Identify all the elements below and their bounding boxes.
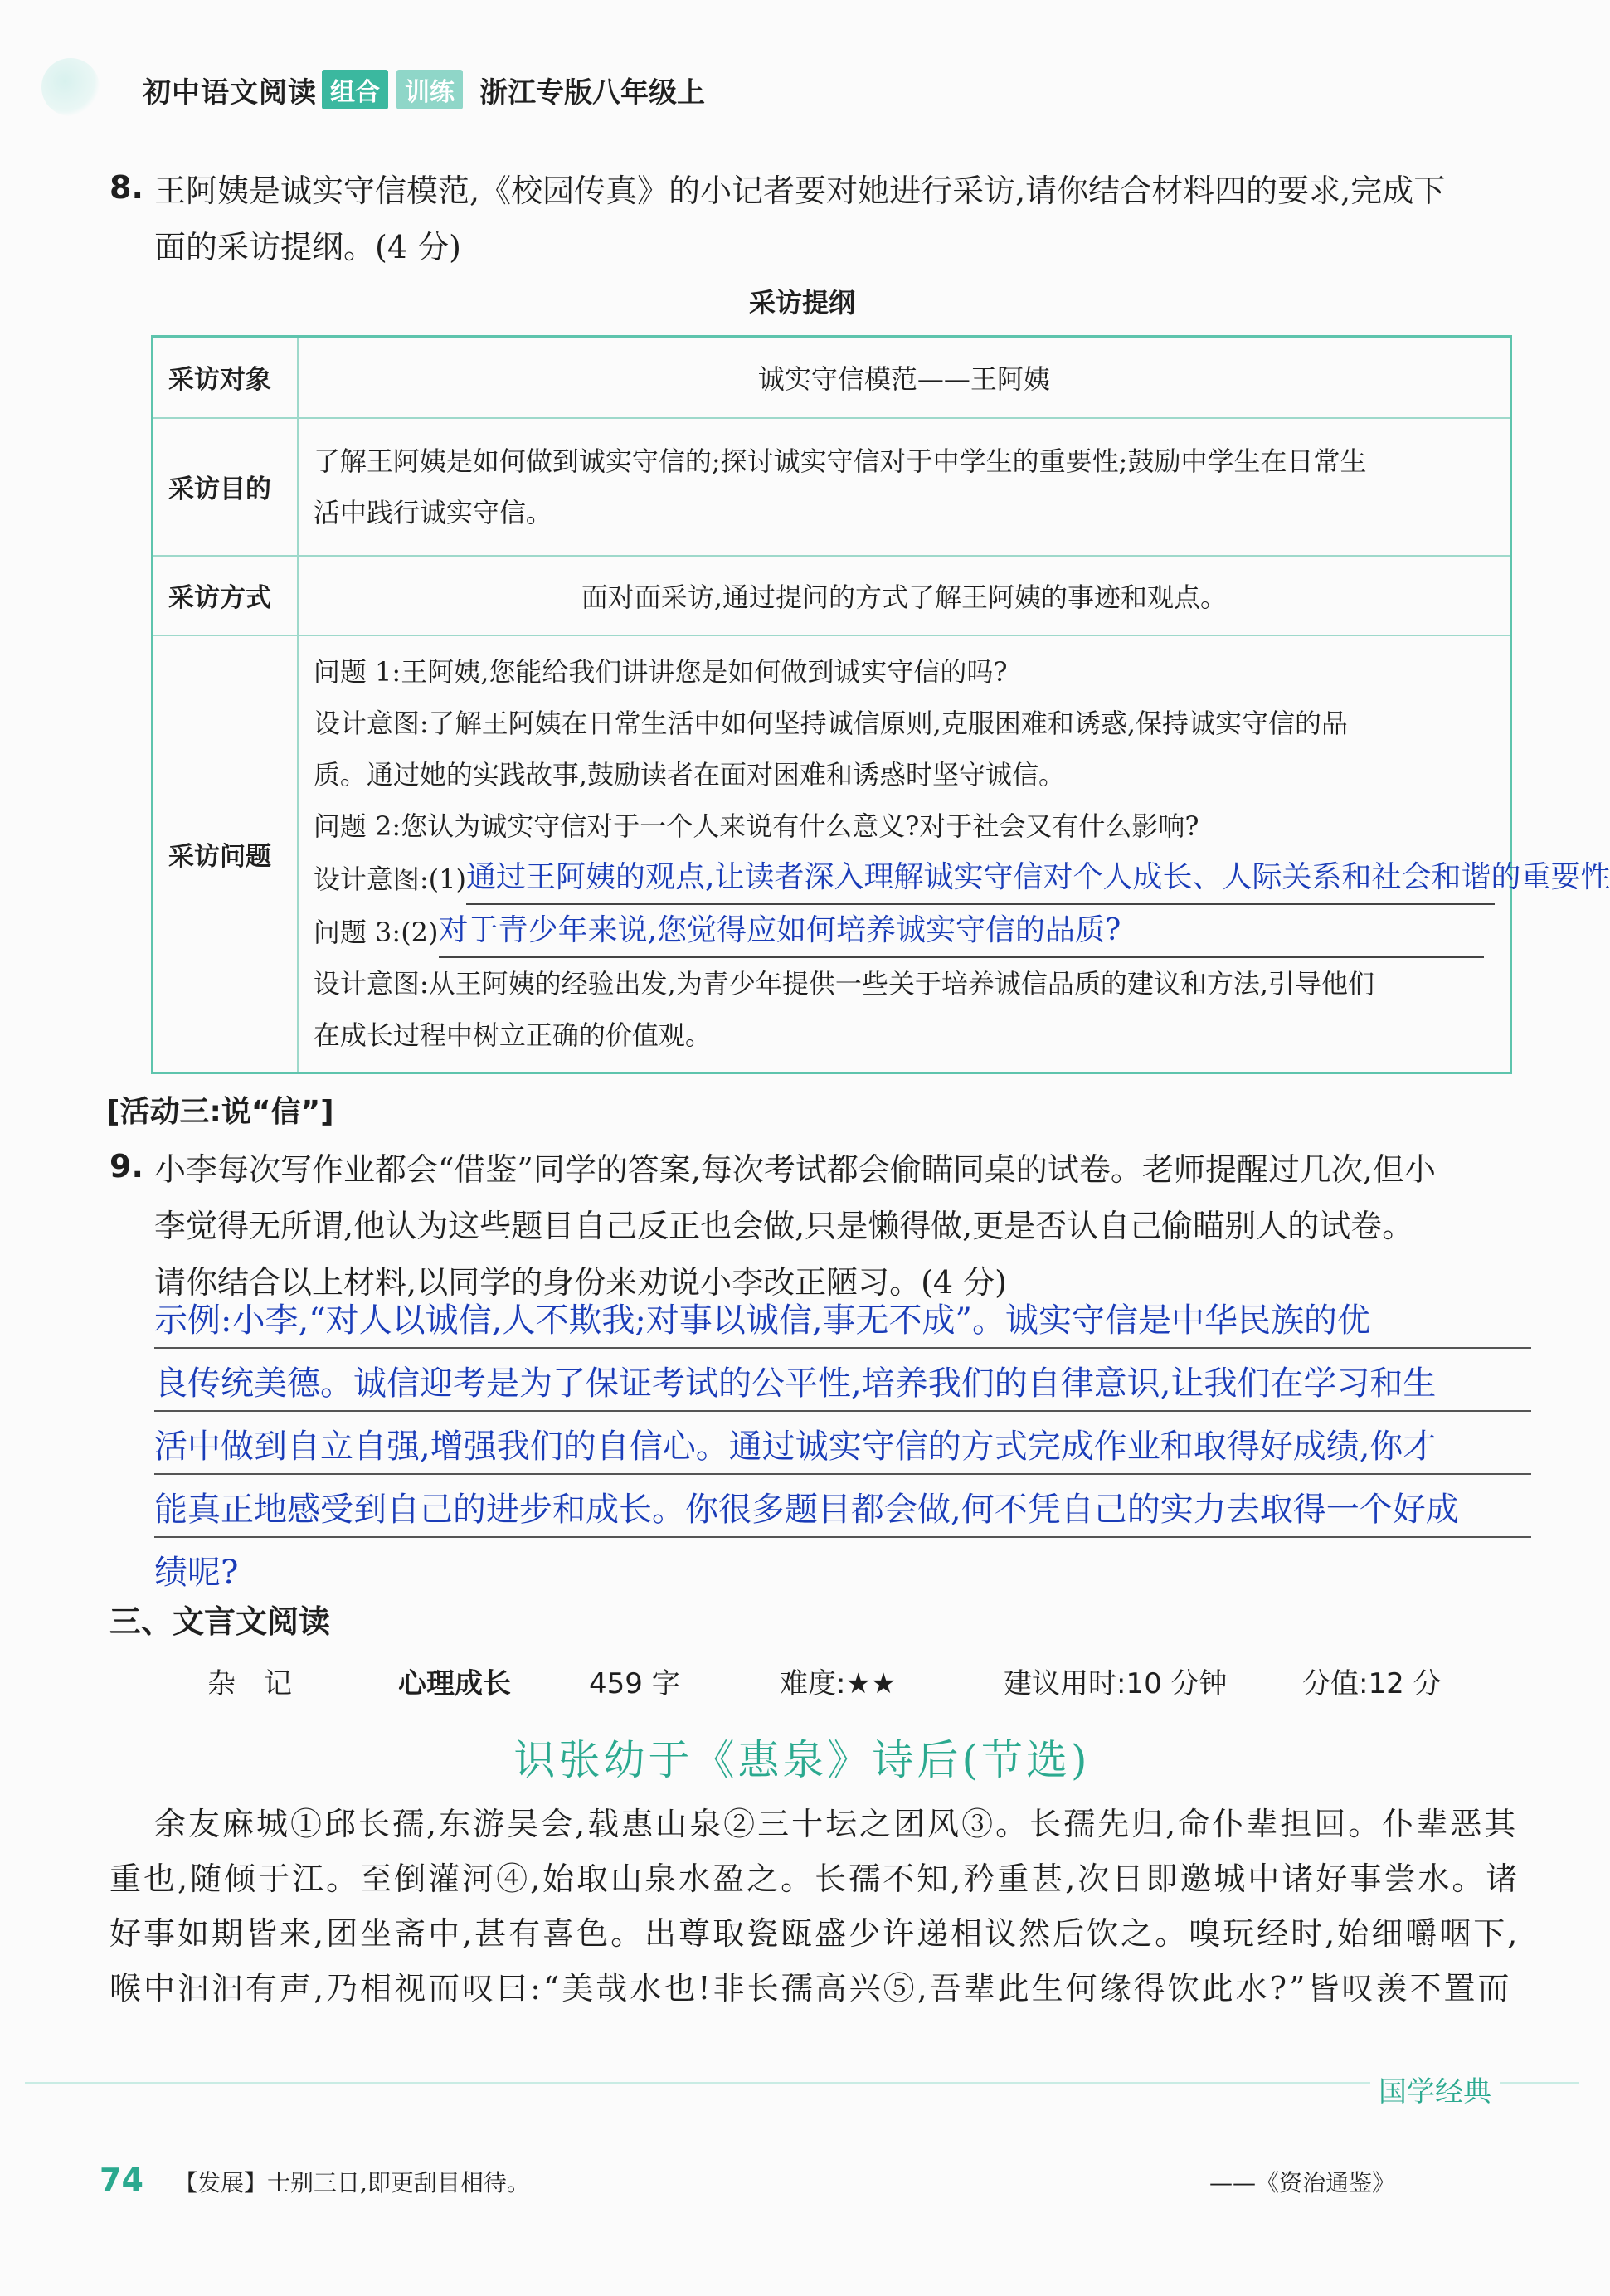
intent1-line1: 设计意图:了解王阿姨在日常生活中如何坚持诚信原则,克服困难和诱惑,保持诚实守信的品 xyxy=(313,708,1349,740)
info-difficulty: 难度:★★ xyxy=(780,1667,897,1700)
q9-number: 9. xyxy=(109,1148,143,1184)
table-row xyxy=(153,556,1511,635)
purpose-line2: 活中践行诚实守信。 xyxy=(313,496,552,528)
row-content xyxy=(298,635,1610,1073)
passage-line: 喉中汩汩有声,乃相视而叹曰:“美哉水也!非长孺高兴⑤,吾辈此生何缘得饮此水?”皆叹羡不置而 xyxy=(109,1970,1512,2007)
q9-answer-line[interactable]: 绩呢? xyxy=(154,1554,239,1592)
row-label: 采访方式 xyxy=(153,556,298,635)
q9-answer-line[interactable]: 活中做到自立自强,增强我们的自信心。通过诚实守信的方式完成作业和取得好成绩,你才 xyxy=(154,1422,1531,1475)
intent2-answer[interactable]: 通过王阿姨的观点,让读者深入理解诚实守信对个人成长、人际关系和社会和谐的重要性 xyxy=(466,852,1495,905)
q9-prompt-line3: 请你结合以上材料,以同学的身份来劝说小李改正陋习。(4 分) xyxy=(154,1264,1007,1301)
purpose-line1: 了解王阿姨是如何做到诚实守信的;探讨诚实守信对于中学生的重要性;鼓励中学生在日常生 xyxy=(313,445,1367,477)
table-row xyxy=(153,635,1511,1073)
q8-number: 8. xyxy=(109,169,143,206)
header-logo-icon xyxy=(41,58,100,116)
row-label: 采访问题 xyxy=(153,635,298,1073)
question2: 问题 2:您认为诚实守信对于一个人来说有什么意义?对于社会又有什么影响? xyxy=(313,810,1199,843)
footer-motto: 【发展】士别三日,即更刮目相待。 xyxy=(174,2169,530,2196)
intent3-line2: 在成长过程中树立正确的价值观。 xyxy=(313,1019,712,1052)
info-suggested-time: 建议用时:10 分钟 xyxy=(1004,1667,1228,1700)
table-row xyxy=(153,337,1511,418)
info-theme: 心理成长 xyxy=(398,1667,511,1700)
info-char-count: 459 字 xyxy=(589,1667,680,1700)
question1: 问题 1:王阿姨,您能给我们讲讲您是如何做到诚实守信的吗? xyxy=(313,656,1008,688)
outline-caption: 采访提纲 xyxy=(748,287,855,319)
row-content xyxy=(298,418,1511,556)
footer-category-tag: 国学经典 xyxy=(1370,2069,1500,2109)
q9-answer-line[interactable]: 良传统美德。诚信迎考是为了保证考试的公平性,培养我们的自律意识,让我们在学习和生 xyxy=(154,1359,1531,1412)
table-row xyxy=(153,418,1511,556)
footer-source: ——《资治通鉴》 xyxy=(1209,2169,1396,2196)
edition-label: 浙江专版八年级上 xyxy=(479,76,705,109)
page-number: 74 xyxy=(100,2162,143,2198)
passage-line: 重也,随倾于江。至倒灌河④,始取山泉水盈之。长孺不知,矜重甚,次日即邀城中诸好事尝水。诸 xyxy=(109,1861,1520,1897)
row-content: 面对面采访,通过提问的方式了解王阿姨的事迹和观点。 xyxy=(298,556,1511,635)
q8-prompt-line2: 面的采访提纲。(4 分) xyxy=(154,229,461,265)
passage-line: 余友麻城①邱长孺,东游吴会,载惠山泉②三十坛之团风③。长孺先归,命仆辈担回。仆辈恶其 xyxy=(154,1806,1519,1842)
q9-prompt-line2: 李觉得无所谓,他认为这些题目自己反正也会做,只是懒得做,更是否认自己偷瞄别人的试卷。 xyxy=(154,1208,1414,1244)
info-score: 分值:12 分 xyxy=(1302,1667,1442,1700)
intent3-line1: 设计意图:从王阿姨的经验出发,为青少年提供一些关于培养诚信品质的建议和方法,引导他们 xyxy=(313,968,1375,1000)
row-label: 采访目的 xyxy=(153,418,298,556)
row-content: 诚实守信模范——王阿姨 xyxy=(298,337,1511,418)
info-genre: 杂 记 xyxy=(207,1667,292,1700)
q8-prompt-line1: 王阿姨是诚实守信模范,《校园传真》的小记者要对她进行采访,请你结合材料四的要求,完成下 xyxy=(154,173,1446,209)
badge-combo: 组合 xyxy=(322,70,388,109)
badge-training: 训练 xyxy=(396,70,463,109)
q9-answer-line[interactable]: 示例:小李,“对人以诚信,人不欺我;对事以诚信,事无不成”。诚实守信是中华民族的优 xyxy=(154,1296,1531,1349)
q9-prompt-line1: 小李每次写作业都会“借鉴”同学的答案,每次考试都会偷瞄同桌的试卷。老师提醒过几次,但小 xyxy=(154,1151,1437,1188)
book-title: 初中语文阅读 xyxy=(143,76,317,109)
section3-heading: 三、文言文阅读 xyxy=(109,1603,331,1640)
footer-divider xyxy=(25,2082,1579,2084)
activity3-heading: [活动三:说“信”] xyxy=(106,1095,334,1129)
intent2-prefix: 设计意图:(1) xyxy=(313,863,466,896)
intent1-line2: 质。通过她的实践故事,鼓励读者在面对困难和诱惑时坚守诚信。 xyxy=(313,759,1066,791)
passage-line: 好事如期皆来,团坐斋中,甚有喜色。出尊取瓷瓯盛少许递相议然后饮之。嗅玩经时,始细嚼咽下, xyxy=(109,1915,1520,1952)
interview-outline-table xyxy=(151,335,1610,1074)
q9-answer-line[interactable]: 能真正地感受到自己的进步和成长。你很多题目都会做,何不凭自己的实力去取得一个好成 xyxy=(154,1485,1531,1538)
row-label: 采访对象 xyxy=(153,337,298,418)
question3-prefix: 问题 3:(2) xyxy=(313,917,439,949)
passage-title: 识张幼于《惠泉》诗后(节选) xyxy=(513,1736,1091,1784)
question3-line xyxy=(314,905,1495,958)
question3-answer[interactable]: 对于青少年来说,您觉得应如何培养诚实守信的品质? xyxy=(439,905,1484,958)
intent2-line xyxy=(313,852,1610,905)
